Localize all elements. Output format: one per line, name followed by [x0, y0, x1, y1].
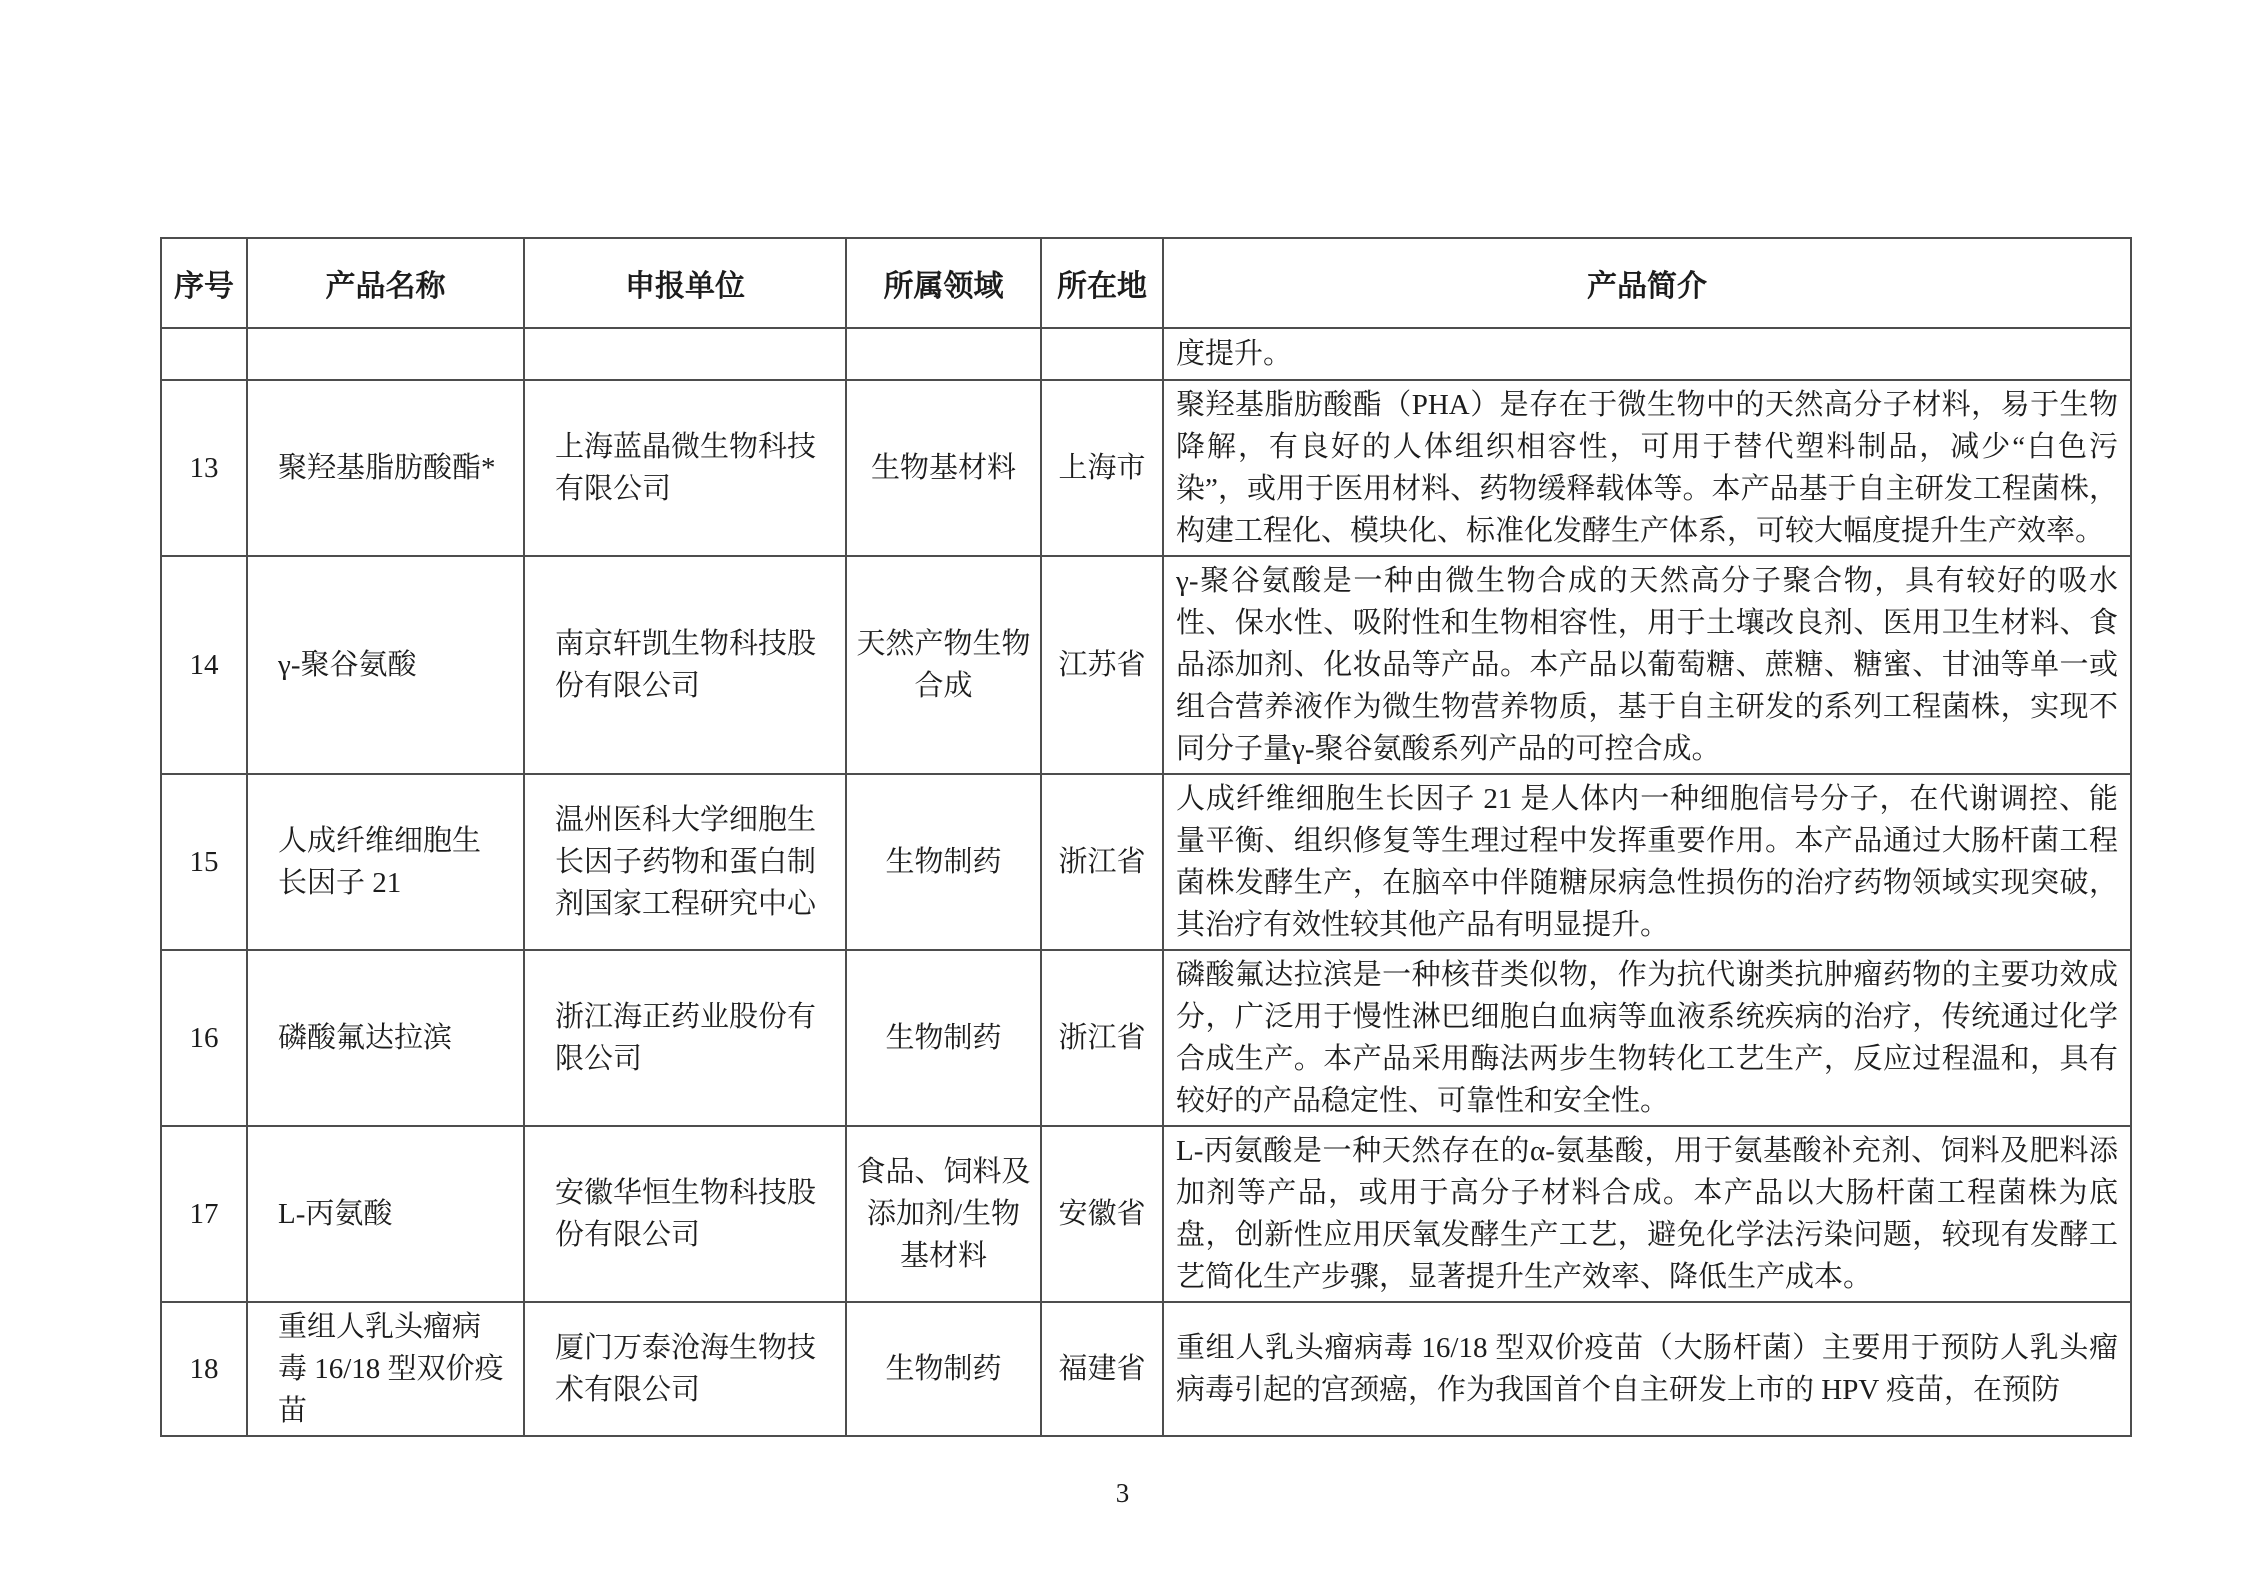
cell-no: 16 [161, 950, 247, 1126]
table-row [161, 556, 2131, 774]
cell-applicant-unit: 上海蓝晶微生物科技有限公司 [524, 380, 846, 556]
page-number: 3 [1115, 1478, 1130, 1508]
cell-no: 13 [161, 380, 247, 556]
cell-location: 浙江省 [1041, 774, 1163, 950]
table-header-row [161, 238, 2131, 328]
cell-location: 上海市 [1041, 380, 1163, 556]
cell-product-intro: γ-聚谷氨酸是一种由微生物合成的天然高分子聚合物，具有较好的吸水性、保水性、吸附性和生物相容性，用于土壤改良剂、医用卫生材料、食品添加剂、化妆品等产品。本产品以葡萄糖、蔗糖、糖蜜、甘油等单一或组合营养液作为微生物营养物质，基于自主研发的系列工程菌株，实现不同分子量γ-聚谷氨酸系列产品的可控合成。 [1163, 556, 2131, 774]
table-row [161, 328, 2131, 380]
cell-product-name: 聚羟基脂肪酸酯* [247, 380, 524, 556]
table-row [161, 950, 2131, 1126]
header-applicant-unit: 申报单位 [524, 238, 846, 328]
cell-no: 14 [161, 556, 247, 774]
cell-product-intro: 度提升。 [1163, 328, 2131, 380]
table-row [161, 1126, 2131, 1302]
header-product-name: 产品名称 [247, 238, 524, 328]
cell-product-intro: 人成纤维细胞生长因子 21 是人体内一种细胞信号分子，在代谢调控、能量平衡、组织修复等生理过程中发挥重要作用。本产品通过大肠杆菌工程菌株发酵生产，在脑卒中伴随糖尿病急性损伤的治疗药物领域实现突破，其治疗有效性较其他产品有明显提升。 [1163, 774, 2131, 950]
table-row [161, 1302, 2131, 1436]
cell-applicant-unit: 浙江海正药业股份有限公司 [524, 950, 846, 1126]
products-table [160, 237, 2132, 1437]
cell-product-name: 重组人乳头瘤病毒 16/18 型双价疫苗 [247, 1302, 524, 1436]
cell-location: 安徽省 [1041, 1126, 1163, 1302]
cell-applicant-unit: 南京轩凯生物科技股份有限公司 [524, 556, 846, 774]
header-location: 所在地 [1041, 238, 1163, 328]
cell-no: 17 [161, 1126, 247, 1302]
cell-product-name [247, 328, 524, 380]
cell-field: 生物制药 [846, 774, 1041, 950]
cell-product-intro: 磷酸氟达拉滨是一种核苷类似物，作为抗代谢类抗肿瘤药物的主要功效成分，广泛用于慢性淋巴细胞白血病等血液系统疾病的治疗，传统通过化学合成生产。本产品采用酶法两步生物转化工艺生产，反应过程温和，具有较好的产品稳定性、可靠性和安全性。 [1163, 950, 2131, 1126]
header-field: 所属领域 [846, 238, 1041, 328]
cell-location [1041, 328, 1163, 380]
cell-no [161, 328, 247, 380]
cell-field: 食品、饲料及添加剂/生物基材料 [846, 1126, 1041, 1302]
cell-applicant-unit: 厦门万泰沧海生物技术有限公司 [524, 1302, 846, 1436]
cell-field: 生物基材料 [846, 380, 1041, 556]
cell-product-intro: 聚羟基脂肪酸酯（PHA）是存在于微生物中的天然高分子材料，易于生物降解，有良好的人体组织相容性，可用于替代塑料制品，减少“白色污染”，或用于医用材料、药物缓释载体等。本产品基于自主研发工程菌株，构建工程化、模块化、标准化发酵生产体系，可较大幅度提升生产效率。 [1163, 380, 2131, 556]
cell-product-name: L-丙氨酸 [247, 1126, 524, 1302]
header-product-intro: 产品简介 [1163, 238, 2131, 328]
table-row [161, 774, 2131, 950]
table-row [161, 380, 2131, 556]
cell-product-name: 人成纤维细胞生长因子 21 [247, 774, 524, 950]
cell-location: 福建省 [1041, 1302, 1163, 1436]
cell-product-intro: L-丙氨酸是一种天然存在的α-氨基酸，用于氨基酸补充剂、饲料及肥料添加剂等产品，或用于高分子材料合成。本产品以大肠杆菌工程菌株为底盘，创新性应用厌氧发酵生产工艺，避免化学法污染问题，较现有发酵工艺简化生产步骤，显著提升生产效率、降低生产成本。 [1163, 1126, 2131, 1302]
cell-applicant-unit: 安徽华恒生物科技股份有限公司 [524, 1126, 846, 1302]
header-no: 序号 [161, 238, 247, 328]
cell-field [846, 328, 1041, 380]
cell-product-name: 磷酸氟达拉滨 [247, 950, 524, 1126]
cell-field: 天然产物生物合成 [846, 556, 1041, 774]
cell-product-intro: 重组人乳头瘤病毒 16/18 型双价疫苗（大肠杆菌）主要用于预防人乳头瘤病毒引起的宫颈癌，作为我国首个自主研发上市的 HPV 疫苗，在预防 [1163, 1302, 2131, 1436]
cell-location: 浙江省 [1041, 950, 1163, 1126]
cell-no: 15 [161, 774, 247, 950]
cell-field: 生物制药 [846, 950, 1041, 1126]
cell-location: 江苏省 [1041, 556, 1163, 774]
cell-no: 18 [161, 1302, 247, 1436]
cell-field: 生物制药 [846, 1302, 1041, 1436]
cell-product-name: γ-聚谷氨酸 [247, 556, 524, 774]
cell-applicant-unit: 温州医科大学细胞生长因子药物和蛋白制剂国家工程研究中心 [524, 774, 846, 950]
cell-applicant-unit [524, 328, 846, 380]
